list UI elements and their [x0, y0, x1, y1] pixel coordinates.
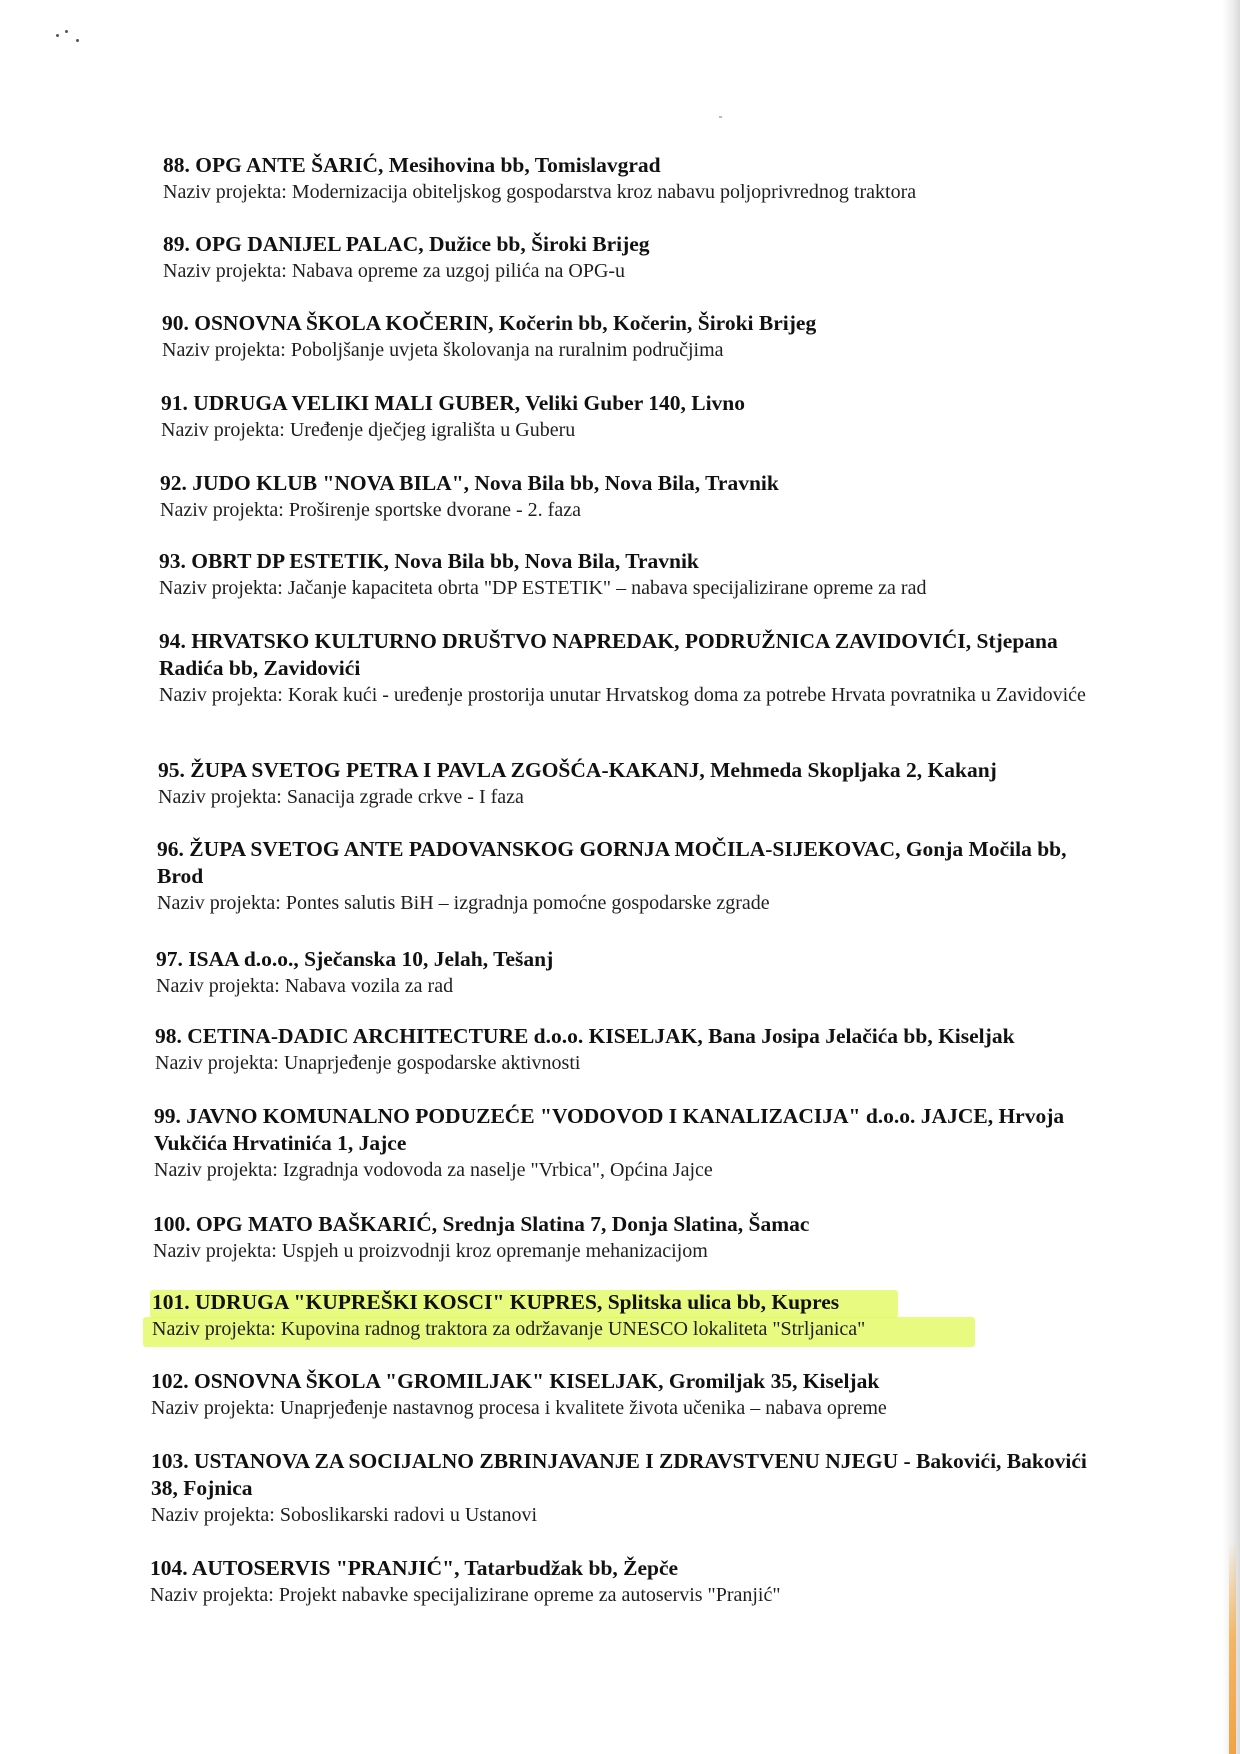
list-item [159, 628, 1099, 708]
list-item [154, 1103, 1094, 1183]
entry-title: 90. OSNOVNA ŠKOLA KOČERIN, Kočerin bb, Kočerin, Široki Brijeg [162, 311, 817, 335]
list-item [161, 390, 1121, 443]
entry-project: Naziv projekta: Modernizacija obiteljskog gospodarstva kroz nabavu poljoprivrednog traktora [163, 181, 917, 203]
list-item [163, 152, 1123, 205]
entry-title: 97. ISAA d.o.o., Sječanska 10, Jelah, Tešanj [156, 947, 554, 971]
list-item [151, 1448, 1091, 1528]
list-item [158, 757, 1118, 810]
list-item [159, 548, 1119, 601]
list-item [160, 470, 1120, 523]
entry-project: Naziv projekta: Izgradnja vodovoda za naselje "Vrbica", Općina Jajce [154, 1159, 713, 1181]
entry-project: Naziv projekta: Pontes salutis BiH – izgradnja pomoćne gospodarske zgrade [157, 892, 770, 914]
entry-title: 100. OPG MATO BAŠKARIĆ, Srednja Slatina 7, Donja Slatina, Šamac [153, 1212, 810, 1236]
entry-title: 94. HRVATSKO KULTURNO DRUŠTVO NAPREDAK, PODRUŽNICA ZAVIDOVIĆI, Stjepana Radića bb, Zavidovići [159, 629, 1058, 680]
entry-project: Naziv projekta: Unaprjeđenje gospodarske aktivnosti [155, 1052, 581, 1074]
list-item-highlighted [152, 1289, 1112, 1342]
list-item [153, 1211, 1113, 1264]
entry-title: 104. AUTOSERVIS "PRANJIĆ", Tatarbudžak bb, Žepče [150, 1556, 679, 1580]
entry-project: Naziv projekta: Kupovina radnog traktora za održavanje UNESCO lokaliteta "Strljanica" [152, 1318, 866, 1340]
list-item [162, 310, 1122, 363]
entry-project: Naziv projekta: Sanacija zgrade crkve - I faza [158, 786, 524, 808]
list-item [151, 1368, 1111, 1421]
entry-title: 95. ŽUPA SVETOG PETRA I PAVLA ZGOŠĆA-KAKANJ, Mehmeda Skopljaka 2, Kakanj [158, 758, 997, 782]
entry-project: Naziv projekta: Nabava opreme za uzgoj pilića na OPG-u [163, 260, 626, 282]
entry-title: 96. ŽUPA SVETOG ANTE PADOVANSKOG GORNJA MOČILA-SIJEKOVAC, Gonja Močila bb, Brod [157, 837, 1067, 888]
scan-speck [719, 116, 722, 118]
entry-project: Naziv projekta: Proširenje sportske dvorane - 2. faza [160, 499, 581, 521]
list-item [150, 1555, 1110, 1608]
entry-project: Naziv projekta: Soboslikarski radovi u Ustanovi [151, 1504, 538, 1526]
entry-title: 91. UDRUGA VELIKI MALI GUBER, Veliki Guber 140, Livno [161, 391, 745, 415]
page-edge-tint [1229, 1540, 1236, 1754]
entry-project: Naziv projekta: Unaprjeđenje nastavnog procesa i kvalitete života učenika – nabava opreme [151, 1397, 887, 1419]
entry-title: 93. OBRT DP ESTETIK, Nova Bila bb, Nova Bila, Travnik [159, 549, 699, 573]
entry-title: 88. OPG ANTE ŠARIĆ, Mesihovina bb, Tomislavgrad [163, 153, 661, 177]
list-item [155, 1023, 1155, 1076]
entry-title: 102. OSNOVNA ŠKOLA "GROMILJAK" KISELJAK, Gromiljak 35, Kiseljak [151, 1369, 880, 1393]
entry-project: Naziv projekta: Korak kući - uređenje prostorija unutar Hrvatskog doma za potrebe Hrvata povratnika u Zavidoviće [159, 684, 1086, 706]
entry-project: Naziv projekta: Uspjeh u proizvodnji kroz opremanje mehanizacijom [153, 1240, 708, 1262]
list-item [156, 946, 1116, 999]
entry-title: 89. OPG DANIJEL PALAC, Dužice bb, Široki Brijeg [163, 232, 650, 256]
entry-project: Naziv projekta: Jačanje kapaciteta obrta "DP ESTETIK" – nabava specijalizirane opreme za rad [159, 577, 927, 599]
entry-project: Naziv projekta: Uređenje dječjeg igrališta u Guberu [161, 419, 576, 441]
page-edge-shadow [1222, 0, 1240, 1754]
list-item [157, 836, 1077, 916]
entry-title: 99. JAVNO KOMUNALNO PODUZEĆE "VODOVOD I KANALIZACIJA" d.o.o. JAJCE, Hrvoja Vukčića Hrvatinića 1, Jajce [154, 1104, 1065, 1155]
entry-project: Naziv projekta: Nabava vozila za rad [156, 975, 454, 997]
list-item [163, 231, 1123, 284]
scan-speck-marks [56, 30, 86, 48]
entry-project: Naziv projekta: Poboljšanje uvjeta školovanja na ruralnim područjima [162, 339, 724, 361]
entry-title: 98. CETINA-DADIC ARCHITECTURE d.o.o. KISELJAK, Bana Josipa Jelačića bb, Kiseljak [155, 1024, 1015, 1048]
entry-title: 92. JUDO KLUB "NOVA BILA", Nova Bila bb, Nova Bila, Travnik [160, 471, 779, 495]
entry-project: Naziv projekta: Projekt nabavke specijalizirane opreme za autoservis "Pranjić" [150, 1584, 781, 1606]
entry-title: 103. USTANOVA ZA SOCIJALNO ZBRINJAVANJE I ZDRAVSTVENU NJEGU - Bakovići, Bakovići 38, Fojnica [151, 1449, 1087, 1500]
entry-title: 101. UDRUGA "KUPREŠKI KOSCI" KUPRES, Splitska ulica bb, Kupres [152, 1290, 840, 1314]
